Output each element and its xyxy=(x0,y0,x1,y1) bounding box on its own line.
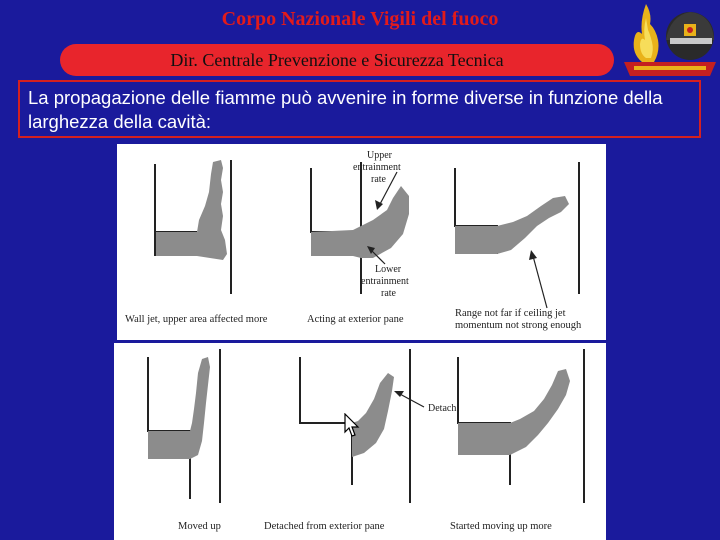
caption-exterior-pane: Acting at exterior pane xyxy=(307,314,404,325)
annotation-upper: Upper xyxy=(367,150,392,161)
description-text: La propagazione delle fiamme può avvenire in forme diverse in funzione della larghezza della cavità: xyxy=(28,87,663,132)
description-text-box xyxy=(18,80,701,138)
diagram-ceiling-jet xyxy=(455,162,579,308)
mouse-cursor-icon xyxy=(344,413,360,444)
diagram-wall-jet xyxy=(155,160,231,294)
fire-brigade-emblem-icon xyxy=(620,0,720,80)
annotation-upper-rate: rate xyxy=(371,174,386,185)
figure-panel-bottom xyxy=(114,343,606,540)
annotation-upper-entrainment: entrainment xyxy=(353,162,401,173)
annotation-detach: Detach xyxy=(428,403,457,414)
diagram-detached xyxy=(300,349,456,503)
diagram-exterior-pane xyxy=(311,150,409,299)
caption-moved-up: Moved up xyxy=(178,521,221,532)
caption-range-line1: Range not far if ceiling jet xyxy=(455,308,566,319)
diagram-moving-up-more xyxy=(458,349,584,503)
caption-moving-up-more: Started moving up more xyxy=(450,521,552,532)
diagram-moved-up xyxy=(148,349,220,503)
annotation-lower-rate: rate xyxy=(381,288,396,299)
annotation-lower-entrainment: entrainment xyxy=(361,276,409,287)
caption-wall-jet: Wall jet, upper area affected more xyxy=(125,314,268,325)
department-banner-label: Dir. Centrale Prevenzione e Sicurezza Tecnica xyxy=(170,49,504,70)
caption-range-line2: momentum not strong enough xyxy=(455,320,582,331)
annotation-lower: Lower xyxy=(375,264,402,275)
figure-panel-top xyxy=(117,144,606,340)
department-banner xyxy=(60,44,614,76)
caption-detached: Detached from exterior pane xyxy=(264,521,385,532)
organization-title: Corpo Nazionale Vigili del fuoco xyxy=(221,8,499,30)
